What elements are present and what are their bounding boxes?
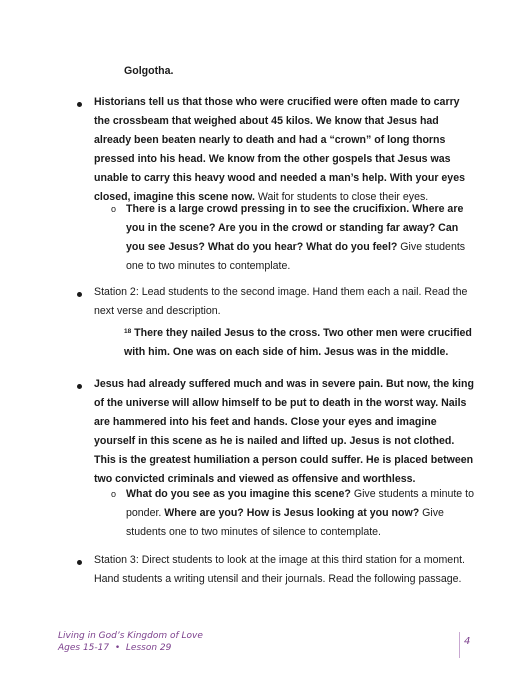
continuation-text: Golgotha.	[124, 65, 174, 77]
footer-title	[58, 630, 203, 654]
bullet-2-marker	[77, 292, 82, 297]
bullet-4-text: Station 3: Direct students to look at the image at this third station for a moment. Hand students a writing utensil and their journals. Read the following passage.	[94, 554, 465, 585]
bullet-3-marker	[77, 384, 82, 389]
page-number: 4	[464, 636, 471, 647]
sub-1-text: There is a large crowd pressing in to see the crucifixion. Where are you in the scene? Are you in the crowd or standing far away? Can you see Jesus? What do you hear? What do you feel? Give students one to two minutes to contemplate.	[126, 203, 466, 272]
bullet-3-text: Jesus had already suffered much and was in severe pain. But now, the king of the universe will allow himself to be put to death in the worst way. Nails are hammered into his feet and hands. Close your eyes and imagine yourself in this scene as he is nailed and lifted up. Jesus is not clothed. This is the greatest humiliation a person could suffer. He is placed between two convicted criminals and viewed as offensive and worthless.	[94, 378, 474, 485]
sub-2-marker: o	[111, 489, 117, 499]
bullet-1-text: Historians tell us that those who were crucified were often made to carry the crossbeam that weighed about 45 kilos. We know that Jesus had already been beaten nearly to death and had a “crown” of long thorns pressed into his head. We know from the other gospels that Jesus was unable to carry this heavy wood and needed a man’s help. With your eyes closed, imagine this scene now. Wait for students to close their eyes.	[94, 96, 465, 203]
sub-2-text: What do you see as you imagine this scene? Give students a minute to ponder. Where are you? How is Jesus looking at you now? Give students one to two minutes of silence to contemplate.	[126, 488, 474, 538]
bullet-1-marker	[77, 102, 82, 107]
bullet-4-marker	[77, 560, 82, 565]
sub-1-marker: o	[111, 204, 117, 214]
bullet-2-text: Station 2: Lead students to the second image. Hand them each a nail. Read the next verse and description.	[94, 286, 468, 317]
footer-ages: Ages 15-17	[58, 643, 110, 653]
footer-course-title: Living in God’s Kingdom of Love	[58, 631, 203, 641]
footer-divider	[459, 632, 460, 658]
footer-lesson: Lesson 29	[125, 643, 172, 653]
footer-meta	[58, 642, 203, 654]
footer-separator: •	[114, 643, 121, 653]
scripture-verse: $^{18}$ There they nailed Jesus to the cross. Two other men were crucified with him. One was on each side of him. Jesus was in the middle.	[124, 327, 472, 358]
